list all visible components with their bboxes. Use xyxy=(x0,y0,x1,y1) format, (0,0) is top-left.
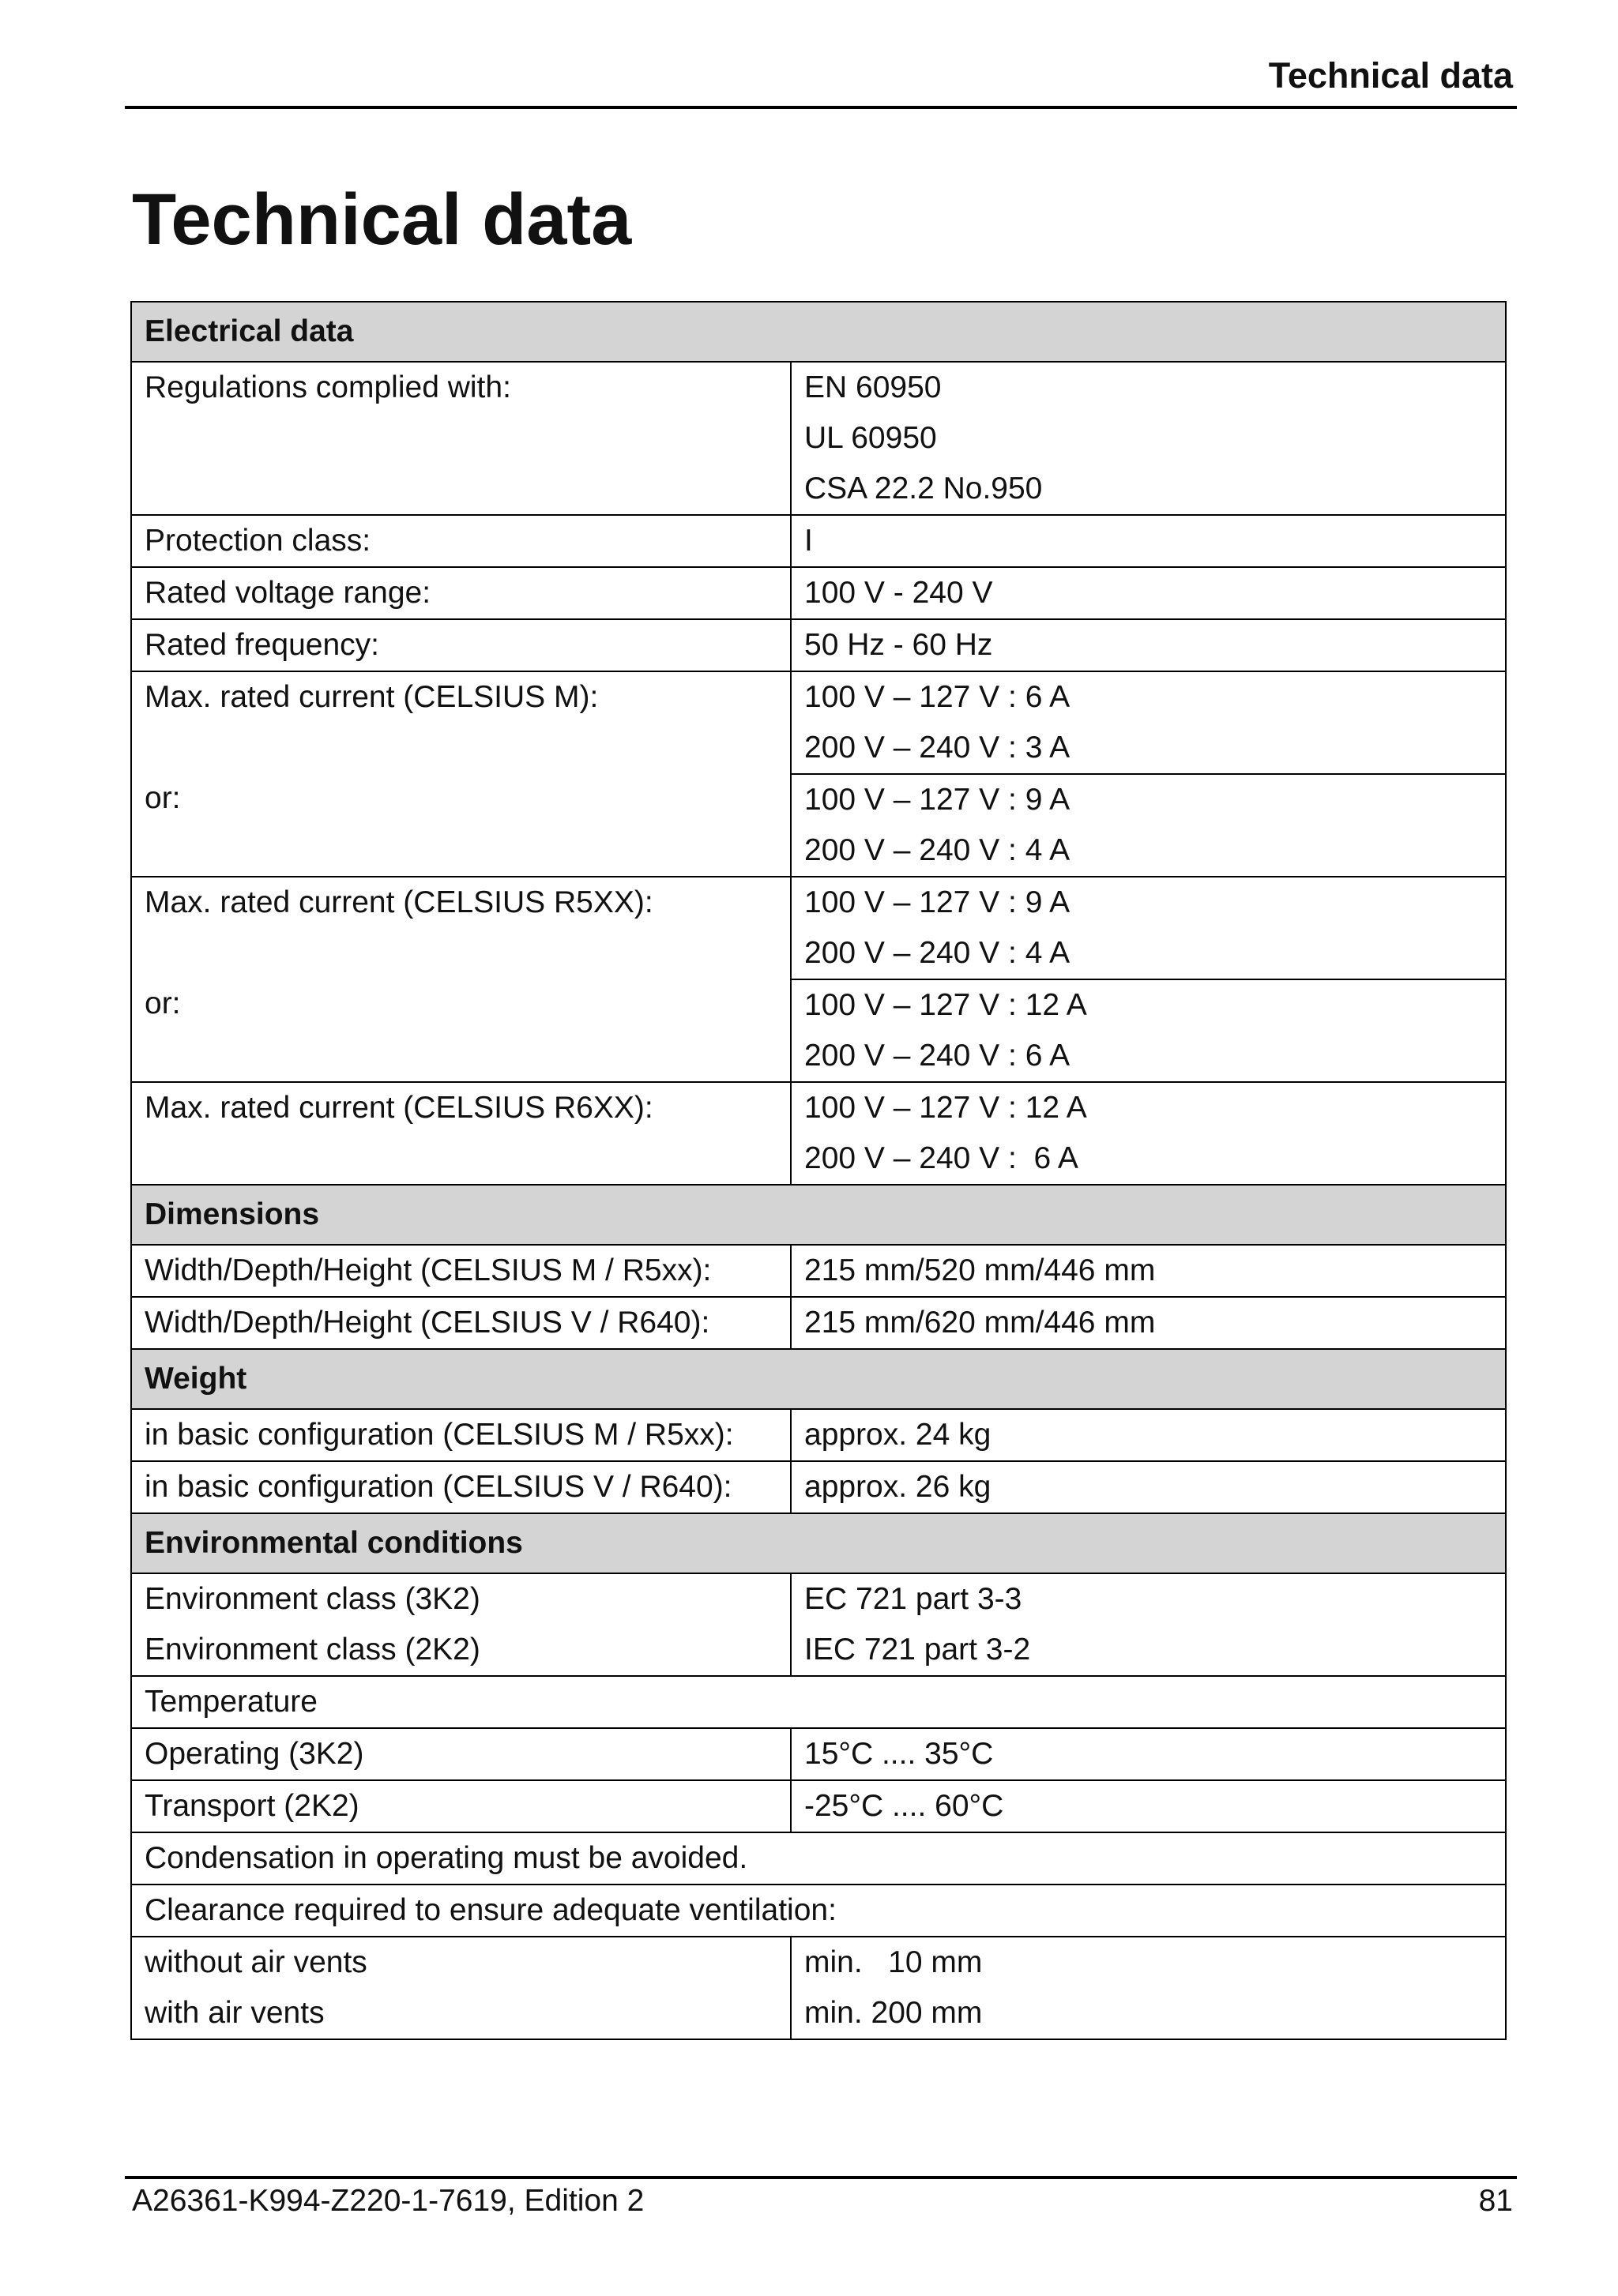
page-number: 81 xyxy=(1478,2184,1513,2218)
label-line xyxy=(145,723,777,773)
value-line: 200 V – 240 V : 6 A xyxy=(804,1039,1071,1073)
row-label xyxy=(131,671,791,877)
row-label xyxy=(131,1937,791,2039)
row-value xyxy=(791,671,1506,877)
section-header-electrical xyxy=(131,302,1506,362)
row-label: Protection class: xyxy=(131,515,791,567)
row-label: Max. rated current (CELSIUS R6XX): xyxy=(131,1082,791,1185)
running-header: Technical data xyxy=(1268,55,1513,96)
section-header-environment xyxy=(131,1513,1506,1573)
value-line: 200 V – 240 V : 4 A xyxy=(804,936,1071,970)
label-line xyxy=(145,928,777,979)
table-row-condensation xyxy=(131,1832,1506,1885)
table-row xyxy=(131,1297,1506,1349)
value-group xyxy=(792,773,1505,876)
row-label xyxy=(131,877,791,1082)
value-group xyxy=(792,672,1505,773)
table-row-voltage-range xyxy=(131,567,1506,619)
row-label: Transport (2K2) xyxy=(131,1780,791,1832)
technical-data-table xyxy=(130,301,1507,2040)
row-value xyxy=(791,362,1506,515)
row-value: 215 mm/620 mm/446 mm xyxy=(791,1297,1506,1349)
label-line: without air vents xyxy=(145,1945,367,1979)
label-line xyxy=(145,1029,777,1080)
row-value: 215 mm/520 mm/446 mm xyxy=(791,1245,1506,1297)
row-label: Rated frequency: xyxy=(131,619,791,671)
or-label: or: xyxy=(145,781,181,815)
value-line: min. 10 mm xyxy=(804,1945,983,1979)
row-label: Rated voltage range: xyxy=(131,567,791,619)
value-line: 200 V – 240 V : 4 A xyxy=(804,833,1071,867)
row-value: approx. 26 kg xyxy=(791,1461,1506,1513)
table-row-temperature xyxy=(131,1676,1506,1728)
row-value: 50 Hz - 60 Hz xyxy=(791,619,1506,671)
value-group xyxy=(792,877,1505,979)
value-line: 200 V – 240 V : 6 A xyxy=(804,1141,1078,1175)
section-header-dimensions xyxy=(131,1185,1506,1245)
row-label: Width/Depth/Height (CELSIUS V / R640): xyxy=(131,1297,791,1349)
label-line: Max. rated current (CELSIUS M): xyxy=(145,680,599,714)
table-row-transport xyxy=(131,1780,1506,1832)
row-label xyxy=(131,1573,791,1676)
value-line: IEC 721 part 3-2 xyxy=(804,1633,1031,1667)
value-line: 100 V – 127 V : 6 A xyxy=(804,680,1071,714)
note-text: Clearance required to ensure adequate ventilation: xyxy=(131,1885,1506,1937)
table-row-current-celsius-r5xx xyxy=(131,877,1506,1082)
footer-document-id: A26361-K994-Z220-1-7619, Edition 2 xyxy=(132,2184,645,2218)
row-value xyxy=(791,1573,1506,1676)
table-row-environment-class xyxy=(131,1573,1506,1676)
row-label: Width/Depth/Height (CELSIUS M / R5xx): xyxy=(131,1245,791,1297)
value-line: EC 721 part 3-3 xyxy=(804,1582,1022,1616)
section-title: Dimensions xyxy=(131,1185,1506,1245)
value-line: 100 V – 127 V : 12 A xyxy=(804,1091,1087,1125)
value-line: 100 V – 127 V : 12 A xyxy=(804,988,1087,1022)
row-value: approx. 24 kg xyxy=(791,1409,1506,1461)
header-divider xyxy=(125,106,1517,109)
value-line: CSA 22.2 No.950 xyxy=(804,472,1043,505)
note-text: Condensation in operating must be avoided. xyxy=(131,1832,1506,1885)
page-title: Technical data xyxy=(132,179,632,260)
table-row xyxy=(131,1245,1506,1297)
section-title: Weight xyxy=(131,1349,1506,1409)
row-label: Operating (3K2) xyxy=(131,1728,791,1780)
row-value xyxy=(791,1937,1506,2039)
row-label: in basic configuration (CELSIUS V / R640): xyxy=(131,1461,791,1513)
row-label: Regulations complied with: xyxy=(131,362,791,515)
value-line: UL 60950 xyxy=(804,421,937,455)
row-label: Temperature xyxy=(131,1676,1506,1728)
table-row-current-celsius-r6xx xyxy=(131,1082,1506,1185)
row-value xyxy=(791,1082,1506,1185)
label-line xyxy=(145,824,777,874)
value-line: 100 V – 127 V : 9 A xyxy=(804,783,1071,817)
label-line: Environment class (3K2) xyxy=(145,1582,480,1616)
row-value: 100 V - 240 V xyxy=(791,567,1506,619)
table-row xyxy=(131,1461,1506,1513)
or-label: or: xyxy=(145,986,181,1020)
row-value xyxy=(791,877,1506,1082)
label-line: with air vents xyxy=(145,1996,325,2030)
table-row-air-vents xyxy=(131,1937,1506,2039)
table-row-operating xyxy=(131,1728,1506,1780)
label-line: Environment class (2K2) xyxy=(145,1633,480,1667)
section-title: Environmental conditions xyxy=(131,1513,1506,1573)
row-value: -25°C .... 60°C xyxy=(791,1780,1506,1832)
row-value: I xyxy=(791,515,1506,567)
section-header-weight xyxy=(131,1349,1506,1409)
footer-divider xyxy=(125,2176,1517,2179)
table-row-frequency xyxy=(131,619,1506,671)
section-title: Electrical data xyxy=(131,302,1506,362)
row-value: 15°C .... 35°C xyxy=(791,1728,1506,1780)
table-row xyxy=(131,1409,1506,1461)
label-line: Max. rated current (CELSIUS R5XX): xyxy=(145,885,653,919)
value-line: 200 V – 240 V : 3 A xyxy=(804,731,1071,765)
table-row-protection-class xyxy=(131,515,1506,567)
table-row-clearance xyxy=(131,1885,1506,1937)
value-line: EN 60950 xyxy=(804,370,942,404)
table-row-regulations xyxy=(131,362,1506,515)
value-group xyxy=(792,979,1505,1081)
value-line: 100 V – 127 V : 9 A xyxy=(804,885,1071,919)
row-label: in basic configuration (CELSIUS M / R5xx): xyxy=(131,1409,791,1461)
value-line: min. 200 mm xyxy=(804,1996,983,2030)
table-row-current-celsius-m xyxy=(131,671,1506,877)
